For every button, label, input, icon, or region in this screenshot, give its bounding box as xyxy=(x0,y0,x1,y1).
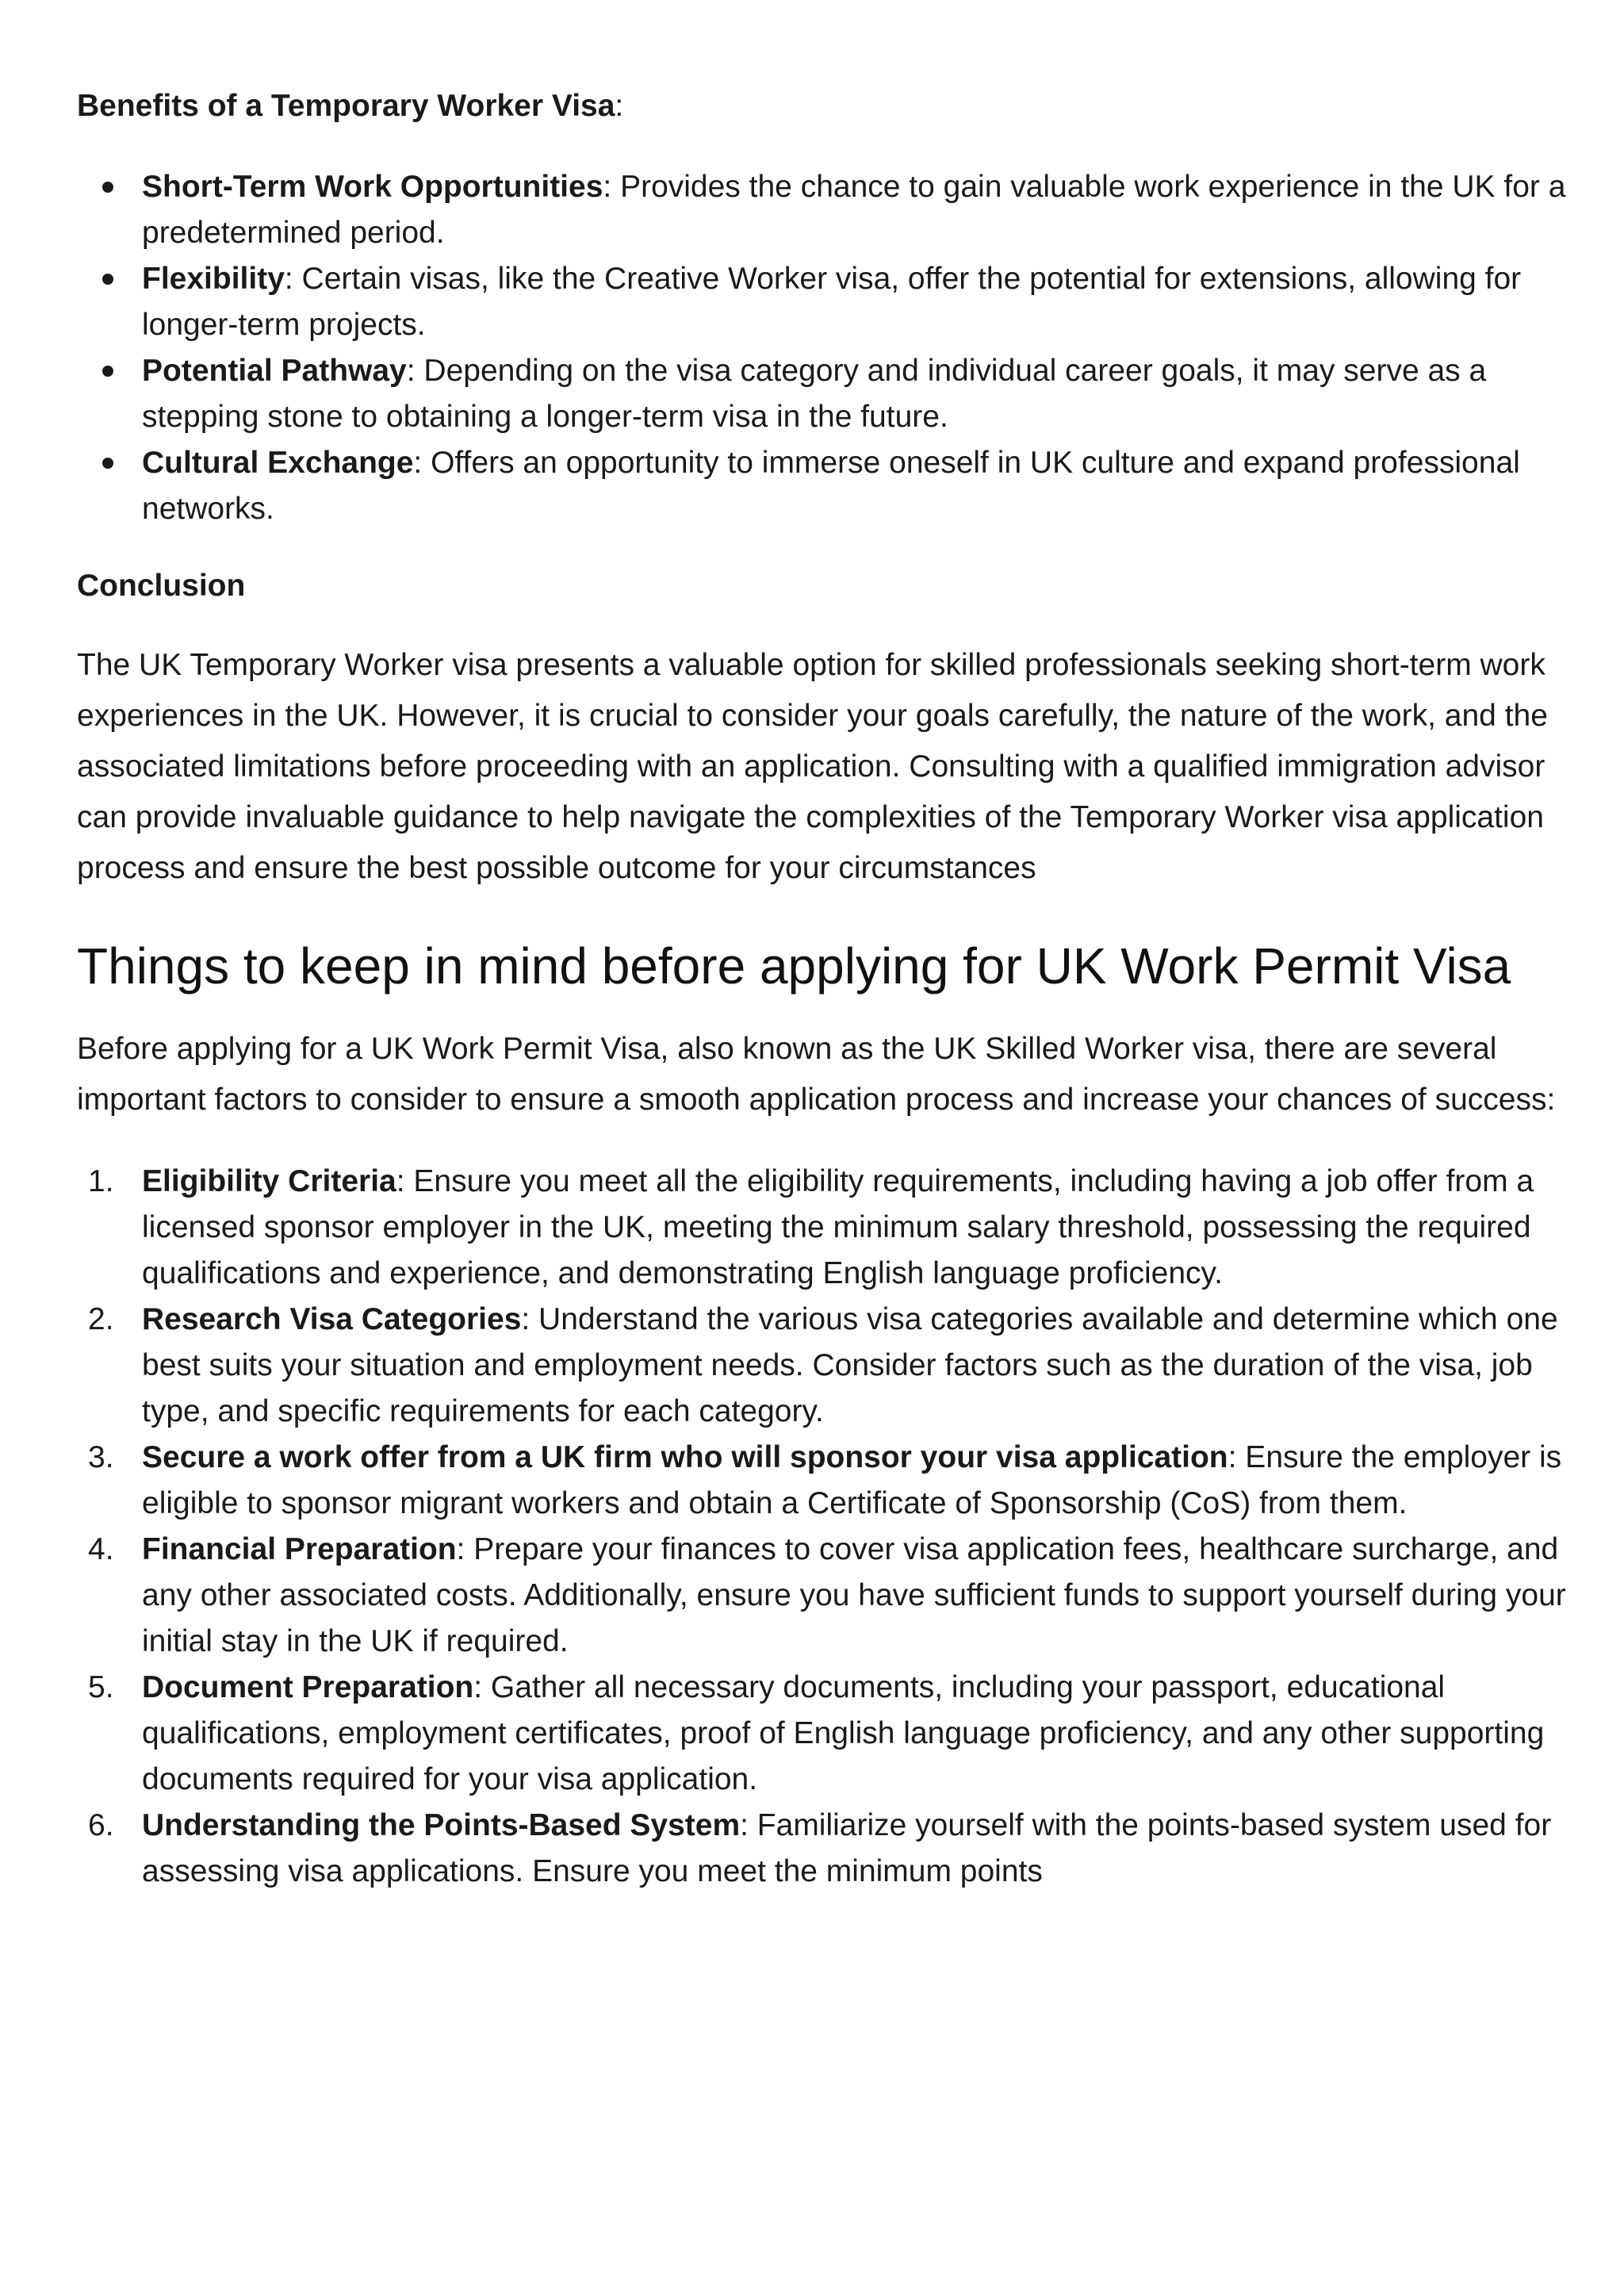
item-term: Understanding the Points-Based System xyxy=(142,1808,741,1843)
benefits-list-item xyxy=(77,440,1568,532)
benefit-term: Cultural Exchange xyxy=(142,445,414,480)
item-number: 1. xyxy=(88,1164,114,1199)
bullet-icon xyxy=(102,458,113,469)
section-intro: Before applying for a UK Work Permit Visa, also known as the UK Skilled Worker visa, there are several important factors to consider to ensure a smooth application process and increase your chances of success: xyxy=(77,1032,1556,1117)
benefits-list-item xyxy=(77,256,1568,348)
item-text: : Prepare your finances to cover visa application fees, healthcare surcharge, and any other associated costs. Additionally, ensure you have sufficient funds to support yourself during your initial stay in the UK if required. xyxy=(142,1532,1566,1659)
item-number: 2. xyxy=(88,1302,114,1337)
benefits-heading xyxy=(77,86,1568,128)
considerations-list-item xyxy=(77,1665,1568,1803)
item-text: : Gather all necessary documents, including your passport, educational qualifications, employment certificates, proof of English language proficiency, and any other supporting documents required for your visa application. xyxy=(142,1670,1545,1797)
conclusion-paragraph: The UK Temporary Worker visa presents a valuable option for skilled professionals seeking short-term work experiences in the UK. However, it is crucial to consider your goals carefully, the nature of the work, and the associated limitations before proceeding with an application. Consulting with a qualified immigration advisor can provide invaluable guidance to help navigate the complexities of the Temporary Worker visa application process and ensure the best possible outcome for your circumstances xyxy=(77,648,1548,886)
benefits-list xyxy=(77,164,1568,532)
benefits-list-item xyxy=(77,348,1568,440)
section-title: Things to keep in mind before applying for UK Work Permit Visa xyxy=(77,937,1511,995)
item-number: 4. xyxy=(88,1532,114,1567)
benefits-heading-text: Benefits of a Temporary Worker Visa xyxy=(77,89,615,123)
considerations-list-item xyxy=(77,1527,1568,1665)
bullet-icon xyxy=(102,182,113,193)
benefit-term: Short-Term Work Opportunities xyxy=(142,169,603,204)
considerations-list-item xyxy=(77,1297,1568,1435)
item-term: Financial Preparation xyxy=(142,1532,457,1567)
item-number: 5. xyxy=(88,1670,114,1705)
benefit-term: Potential Pathway xyxy=(142,353,407,388)
considerations-list-item xyxy=(77,1803,1568,1895)
item-text: : Understand the various visa categories available and determine which one best suits your situation and employment needs. Consider factors such as the duration of the visa, job type, and specific requirements for each category. xyxy=(142,1302,1558,1429)
document-page xyxy=(77,86,1568,1895)
benefit-text: : Offers an opportunity to immerse oneself in UK culture and expand professional networks. xyxy=(142,445,1520,526)
benefits-list-item xyxy=(77,164,1568,256)
item-term: Document Preparation xyxy=(142,1670,474,1705)
bullet-icon xyxy=(102,366,113,377)
conclusion-heading: Conclusion xyxy=(77,568,246,603)
benefit-text: : Certain visas, like the Creative Worker visa, offer the potential for extensions, allowing for longer-term projects. xyxy=(142,261,1522,342)
bullet-icon xyxy=(102,274,113,285)
item-term: Secure a work offer from a UK firm who will sponsor your visa application xyxy=(142,1440,1228,1475)
benefit-text: : Depending on the visa category and individual career goals, it may serve as a stepping stone to obtaining a longer-term visa in the future. xyxy=(142,353,1487,434)
item-text: : Familiarize yourself with the points-based system used for assessing visa applications. Ensure you meet the minimum points xyxy=(142,1808,1552,1889)
considerations-list-item xyxy=(77,1435,1568,1527)
item-term: Eligibility Criteria xyxy=(142,1164,396,1199)
benefit-term: Flexibility xyxy=(142,261,285,296)
benefits-heading-colon: : xyxy=(615,89,624,123)
item-term: Research Visa Categories xyxy=(142,1302,522,1337)
benefit-text: : Provides the chance to gain valuable work experience in the UK for a predetermined period. xyxy=(142,169,1566,250)
considerations-list xyxy=(77,1159,1568,1895)
item-text: : Ensure you meet all the eligibility requirements, including having a job offer from a licensed sponsor employer in the UK, meeting the minimum salary threshold, possessing the required qualifications and experience, and demonstrating English language proficiency. xyxy=(142,1164,1534,1291)
item-number: 3. xyxy=(88,1440,114,1475)
item-text: : Ensure the employer is eligible to sponsor migrant workers and obtain a Certificate of Sponsorship (CoS) from them. xyxy=(142,1440,1562,1521)
considerations-list-item xyxy=(77,1159,1568,1297)
item-number: 6. xyxy=(88,1808,114,1843)
